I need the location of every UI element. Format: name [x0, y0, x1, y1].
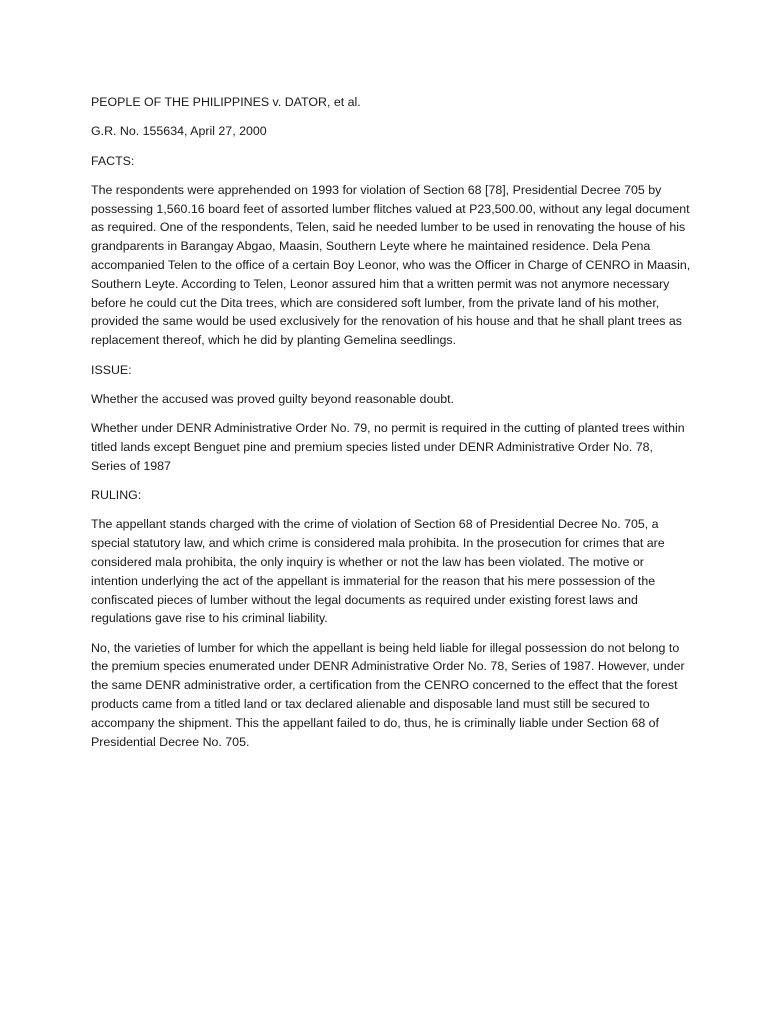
facts-heading: FACTS: [91, 153, 135, 168]
ruling-heading: RULING: [91, 488, 142, 503]
facts-paragraph: The respondents were apprehended on 1993 for violation of Section 68 [78], Presidential Decree 705 by possessing 1,560.16 board feet of assorted lumber flitches valued at P23,500.00, without any legal document as required. One of the respondents, Telen, said he needed lumber to be used in renovating the house of his grandparents in Barangay Abgao, Maasin, Southern Leyte where he maintained residence. Dela Pena accompanied Telen to the office of a certain Boy Leonor, who was the Officer in Charge of CENRO in Maasin, Southern Leyte. According to Telen, Leonor assured him that a written permit was not anymore necessary before he could cut the Dita trees, which are considered soft lumber, from the private land of his mother, provided the same would be used exclusively for the renovation of his house and that he shall plant trees as replacement thereof, which he did by planting Gemelina seedlings. [91, 182, 691, 348]
issue-paragraph-2: Whether under DENR Administrative Order No. 79, no permit is required in the cutting of planted trees within titled lands except Benguet pine and premium species listed under DENR Administrative Order No. 78, Series of 1987 [91, 421, 685, 473]
ruling-paragraph-2: No, the varieties of lumber for which the appellant is being held liable for illegal possession do not belong to the premium species enumerated under DENR Administrative Order No. 78, Series of 1987. However, under the same DENR administrative order, a certification from the CENRO concerned to the effect that the forest products came from a titled land or tax declared alienable and disposable land must still be secured to accompany the shipment. This the appellant failed to do, thus, he is criminally liable under Section 68 of Presidential Decree No. 705. [91, 640, 685, 749]
case-title: PEOPLE OF THE PHILIPPINES v. DATOR, et al. [91, 95, 361, 109]
issue-paragraph-1: Whether the accused was proved guilty beyond reasonable doubt. [91, 391, 455, 406]
ruling-paragraph-1: The appellant stands charged with the crime of violation of Section 68 of Presidential Decree No. 705, a special statutory law, and which crime is considered mala prohibita. In the prosecution for crimes that are considered mala prohibita, the only inquiry is whether or not the law has been violated. The motive or intention underlying the act of the appellant is immaterial for the reason that his mere possession of the confiscated pieces of lumber without the legal documents as required under existing forest laws and regulations gave rise to his criminal liability. [91, 517, 665, 626]
issue-heading: ISSUE: [91, 362, 132, 377]
case-number: G.R. No. 155634, April 27, 2000 [91, 124, 267, 139]
document-page [91, 93, 691, 762]
